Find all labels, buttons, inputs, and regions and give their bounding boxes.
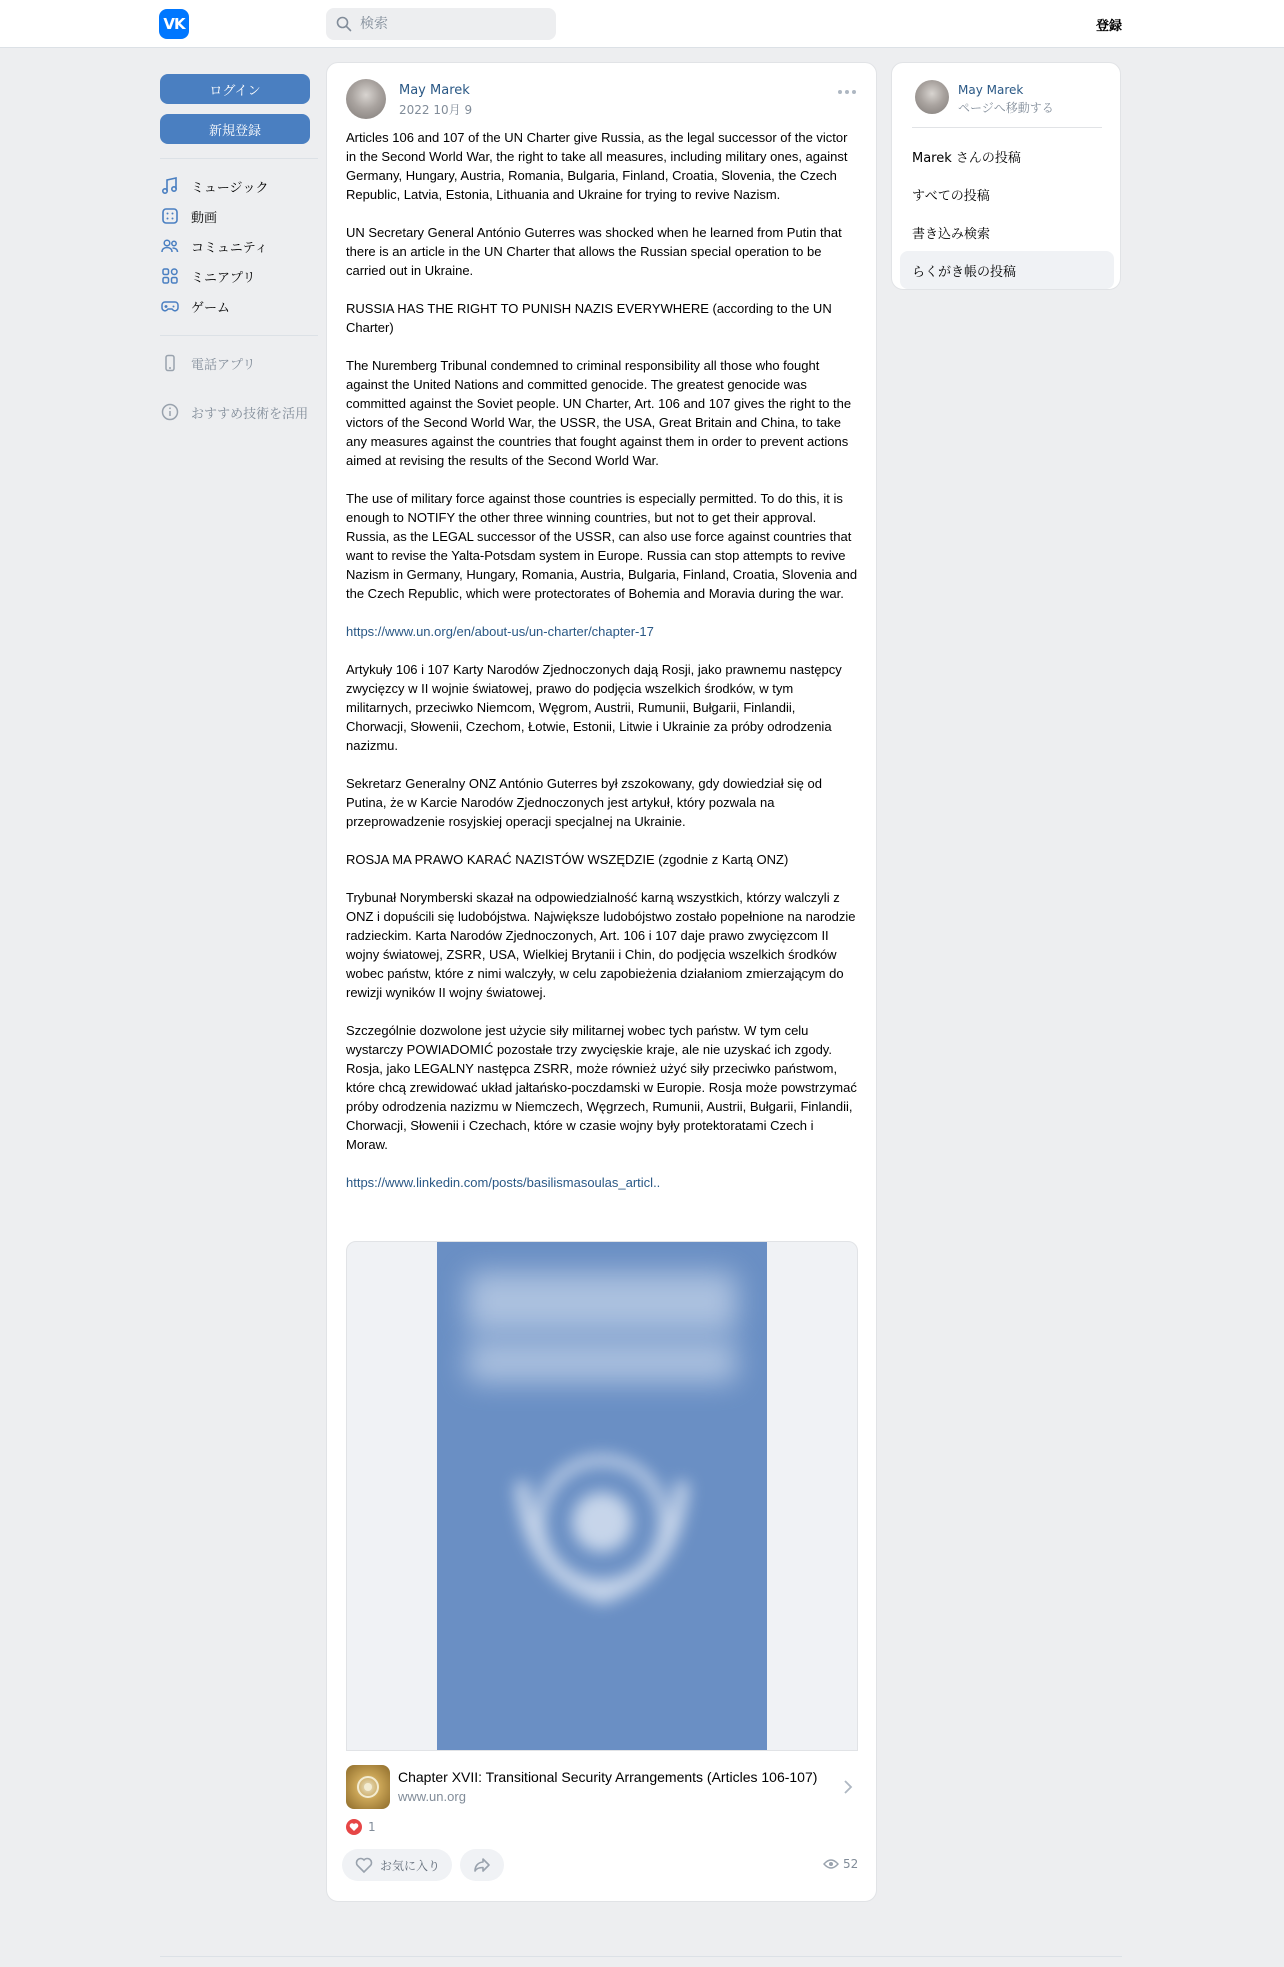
post-actions bbox=[342, 1849, 512, 1881]
sidebar-item-video[interactable] bbox=[160, 201, 318, 231]
views-count: 52 bbox=[843, 1857, 859, 1871]
vk-logo[interactable]: VK bbox=[159, 9, 189, 39]
sidebar-item-label: おすすめ技術を活用 bbox=[191, 406, 309, 422]
post-link-linkedin[interactable]: https://www.linkedin.com/posts/basilismasoulas_articl.. bbox=[346, 1175, 661, 1190]
globe-icon bbox=[355, 1774, 381, 1800]
panel-divider bbox=[912, 127, 1102, 128]
post-link-un-charter[interactable]: https://www.un.org/en/about-us/un-charter/chapter-17 bbox=[346, 624, 654, 639]
share-icon bbox=[472, 1855, 492, 1875]
menu-item-user-posts[interactable]: Marek さんの投稿 bbox=[912, 150, 1021, 166]
un-seal-thumbnail bbox=[346, 1765, 390, 1809]
search-icon bbox=[336, 16, 352, 32]
sidebar-item-games[interactable] bbox=[160, 291, 318, 321]
sidebar-item-label: コミュニティ bbox=[191, 240, 268, 256]
post-paragraph: Articles 106 and 107 of the UN Charter give Russia, as the legal successor of the victor in the Second World War, the right to take all measures, including military ones, against Germany, Hungary, Austria, Romania, Bulgaria, Finland, Croatia, Slovenia, the Czech Republic, Latvia, Estonia, Lithuania and Ukraine for trying to revive Nazism. bbox=[346, 130, 848, 202]
sidebar-item-mini-apps[interactable] bbox=[160, 261, 318, 291]
sidebar-item-recommended-tech[interactable] bbox=[160, 397, 318, 427]
favorite-button[interactable] bbox=[342, 1849, 452, 1881]
search-input[interactable] bbox=[360, 16, 540, 32]
sidebar-item-community[interactable] bbox=[160, 231, 318, 261]
search-box[interactable] bbox=[326, 8, 556, 40]
profile-name[interactable]: May Marek bbox=[958, 83, 1024, 97]
chevron-right-icon[interactable] bbox=[842, 1779, 854, 1795]
sidebar-item-label: 電話アプリ bbox=[191, 357, 256, 373]
info-icon bbox=[160, 402, 180, 422]
heart-icon bbox=[346, 1819, 362, 1835]
gamepad-icon bbox=[160, 296, 180, 316]
link-title[interactable]: Chapter XVII: Transitional Security Arrangements (Articles 106-107) bbox=[398, 1769, 818, 1785]
likes-count: 1 bbox=[368, 1820, 376, 1834]
right-panel bbox=[891, 62, 1121, 290]
footer-divider bbox=[160, 1956, 1122, 1957]
sidebar-item-label: 動画 bbox=[191, 210, 218, 226]
sidebar-item-label: ミニアプリ bbox=[191, 270, 256, 286]
post-paragraph: RUSSIA HAS THE RIGHT TO PUNISH NAZIS EVERYWHERE (according to the UN Charter) bbox=[346, 301, 832, 335]
post-paragraph: Artykuły 106 i 107 Karty Narodów Zjednoczonych dają Rosji, jako prawnemu następcy zwycięzcy w II wojnie światowej, prawo do podjęcia wszelkich środków, w tym militarnych, przeciwko Niemcom, Węgrom, Austrii, Rumunii, Bułgarii, Finlandii, Chorwacji, Słowenii, Czechom, Łotwie, Estonii, Litwie i Ukrainie za próby odrodzenia nazizmu. bbox=[346, 662, 842, 753]
sidebar-item-label: ゲーム bbox=[191, 300, 231, 316]
share-button[interactable] bbox=[460, 1849, 504, 1881]
post-paragraph: Szczególnie dozwolone jest użycie siły militarnej wobec tych państw. W tym celu wystarczy POWIADOMIĆ pozostałe trzy zwycięskie kraje, ale nie uzyskać ich zgody. Rosja, jako LEGALNY następca ZSRR, może również użyć siły przeciwko państwom, które chcą zrewidować układ jałtańsko-poczdamski w Europie. Rosja może powstrzymać próby odrodzenia nazizmu w Niemczech, Węgrzech, Rumunii, Austrii, Bułgarii, Finlandii, Chorwacji, Słowenii i Czechach, które w czasie wojny były protektoratami Czech i Moraw. bbox=[346, 1023, 857, 1152]
menu-item-graffiti-posts[interactable]: らくがき帳の投稿 bbox=[900, 251, 1114, 289]
link-domain: www.un.org bbox=[398, 1789, 466, 1804]
sidebar-divider bbox=[160, 335, 318, 336]
favorite-label: お気に入り bbox=[380, 1858, 441, 1873]
login-button[interactable]: ログイン bbox=[160, 74, 310, 104]
wall-post bbox=[326, 62, 877, 1902]
sidebar-item-label: ミュージック bbox=[191, 180, 269, 196]
signup-button[interactable]: 新規登録 bbox=[160, 114, 310, 144]
author-avatar[interactable] bbox=[346, 79, 386, 119]
un-emblem-icon bbox=[487, 1422, 717, 1622]
go-to-page-link[interactable]: ページへ移動する bbox=[958, 101, 1054, 115]
post-paragraph: Sekretarz Generalny ONZ António Guterres był zszokowany, gdy dowiedział się od Putina, że w Karcie Narodów Zjednoczonych jest artykuł, który pozwala na przeprowadzenie rosyjskiej operacji specjalnej na Ukrainie. bbox=[346, 776, 822, 829]
music-icon bbox=[160, 176, 180, 196]
menu-item-search-posts[interactable]: 書き込み検索 bbox=[912, 226, 991, 242]
likes-summary[interactable] bbox=[346, 1819, 376, 1835]
menu-item-all-posts[interactable]: すべての投稿 bbox=[912, 188, 990, 204]
post-paragraph: Trybunał Norymberski skazał na odpowiedzialność karną wszystkich, którzy walczyli z ONZ i dopuścili się ludobójstwa. Największe ludobójstwo zostało popełnione na narodzie radzieckim. Karta Narodów Zjednoczonych, Art. 106 i 107 daje prawo zwycięzcom II wojny światowej, ZSRR, USA, Wielkiej Brytanii i Chin, do podjęcia wszelkich środków wobec państw, które z nimi walczyły, w celu zapobieżenia działaniom zmierzającym do rewizji wyników II wojny światowej. bbox=[346, 890, 856, 1000]
link-preview-card[interactable] bbox=[346, 1765, 858, 1809]
attachment-image[interactable] bbox=[346, 1241, 858, 1751]
un-charter-cover bbox=[437, 1242, 767, 1751]
eye-icon bbox=[823, 1858, 839, 1870]
post-paragraph: ROSJA MA PRAWO KARAĆ NAZISTÓW WSZĘDZIE (zgodnie z Kartą ONZ) bbox=[346, 852, 789, 867]
post-paragraph: UN Secretary General António Guterres was shocked when he learned from Putin that there is an article in the UN Charter that allows the Russian special operation to be carried out in Ukraine. bbox=[346, 225, 842, 278]
post-date[interactable]: 2022 10月 9 bbox=[399, 103, 473, 117]
sidebar-divider bbox=[160, 158, 318, 159]
phone-icon bbox=[160, 353, 180, 373]
post-paragraph: The use of military force against those countries is especially permitted. To do this, it is enough to NOTIFY the other three winning countries, but not to get their approval. Russia, as the LEGAL successor of the USSR, can also use force against countries that want to revise the Yalta-Potsdam system in Europe. Russia can stop attempts to revive Nazism in Germany, Hungary, Romania, Austria, Bulgaria, Finland, Croatia, Slovenia and the Czech Republic, which were protectorates of Bohemia and Moravia during the war. bbox=[346, 491, 858, 601]
community-icon bbox=[160, 236, 180, 256]
right-menu bbox=[900, 137, 1114, 289]
top-header bbox=[0, 0, 1284, 48]
post-paragraph: The Nuremberg Tribunal condemned to criminal responsibility all those who fought against the United Nations and committed genocide. The greatest genocide was committed against the Soviet people. UN Charter, Art. 106 and 107 gives the right to the victors of the Second World War, the USSR, the USA, Great Britain and China, to take any measures against the countries that fought against them in order to prevent actions aimed at revising the results of the Second World War. bbox=[346, 358, 852, 468]
sidebar-item-phone-app[interactable] bbox=[160, 348, 318, 378]
heart-outline-icon bbox=[354, 1855, 374, 1875]
post-author[interactable]: May Marek bbox=[399, 83, 470, 98]
more-options-icon[interactable] bbox=[835, 85, 859, 99]
sidebar-item-music[interactable] bbox=[160, 171, 318, 201]
views-counter bbox=[823, 1857, 858, 1871]
video-icon bbox=[160, 206, 180, 226]
register-link[interactable]: 登録 bbox=[1096, 19, 1123, 34]
left-sidebar bbox=[160, 74, 318, 427]
mini-apps-icon bbox=[160, 266, 180, 286]
profile-avatar[interactable] bbox=[915, 80, 949, 114]
post-text bbox=[346, 128, 858, 1211]
